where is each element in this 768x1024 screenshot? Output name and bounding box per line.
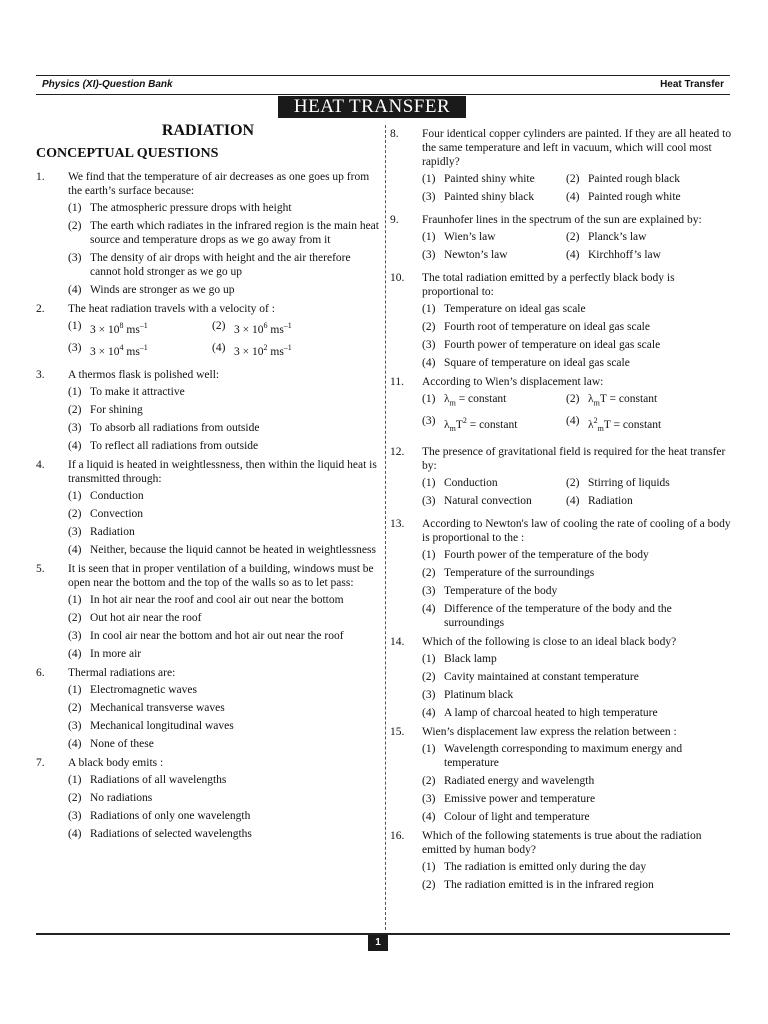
option-text: Convection [90, 507, 144, 520]
option [68, 251, 380, 279]
option-label: (2) [422, 321, 436, 333]
option-label: (1) [68, 773, 82, 786]
option-label: (4) [68, 737, 82, 750]
option [422, 476, 566, 490]
option [422, 302, 732, 316]
option [566, 248, 732, 262]
option-label: (3) [68, 629, 82, 642]
question-text: Fraunhofer lines in the spectrum of the sun are explained by: [422, 214, 702, 226]
question-11 [390, 375, 732, 440]
option-label: (4) [422, 357, 436, 369]
left-question-list [36, 170, 380, 841]
option-text: Radiation [588, 495, 633, 508]
option-label: (3) [68, 719, 82, 732]
option [68, 647, 380, 661]
option-text: Out hot air near the roof [90, 611, 202, 624]
option [68, 283, 380, 297]
option-text: Colour of light and temperature [444, 811, 590, 824]
option-text: None of these [90, 737, 154, 750]
option [422, 248, 566, 262]
lambda-symbol: λ [588, 393, 594, 405]
question-16 [390, 829, 732, 892]
constant-text: = constant [455, 393, 507, 405]
option-label: (3) [68, 809, 82, 822]
option [422, 670, 732, 684]
option [422, 494, 566, 508]
option [68, 683, 380, 697]
option-label: (4) [422, 603, 436, 616]
option [212, 341, 380, 359]
option-label: (1) [422, 477, 436, 490]
option [68, 507, 380, 521]
option [422, 602, 732, 630]
option-text: Radiations of all wavelengths [90, 773, 227, 786]
option-label: (3) [422, 191, 436, 203]
option-text: Planck’s law [588, 231, 647, 243]
option-label: (4) [68, 543, 82, 556]
lambda-subscript: m [597, 424, 604, 434]
question-text: A black body emits : [68, 756, 164, 769]
temperature-power: 2 [462, 416, 467, 426]
question-15 [390, 725, 732, 824]
option-label: (1) [68, 683, 82, 696]
option-text: Mechanical transverse waves [90, 701, 225, 714]
option-label: (1) [422, 231, 436, 243]
lambda-subscript: m [449, 398, 456, 408]
option-text: Fourth root of temperature on ideal gas scale [444, 321, 650, 333]
question-text: We find that the temperature of air decreases as one goes up from the earth’s surface because: [68, 171, 370, 197]
chapter-title: HEAT TRANSFER [278, 96, 466, 118]
option-text: Temperature of the surroundings [444, 567, 595, 580]
option-label: (3) [422, 415, 436, 428]
option-text: To absorb all radiations from outside [90, 421, 260, 434]
option [422, 688, 732, 702]
question-text: If a liquid is heated in weightlessness, then within the liquid heat is transmitted through: [68, 458, 377, 485]
question-1 [36, 170, 380, 297]
question-13 [390, 517, 732, 630]
option-text: The earth which radiates in the infrared region is the main heat source and temperature drops as we go away from it [90, 220, 379, 246]
question-number: 2. [36, 303, 45, 315]
option [422, 810, 732, 824]
question-2 [36, 302, 380, 363]
option-text: A lamp of charcoal heated to high temperature [444, 707, 658, 720]
options [422, 548, 732, 630]
option-text: In cool air near the bottom and hot air out near the roof [90, 629, 344, 642]
option-label: (1) [422, 303, 436, 315]
option-label: (1) [68, 593, 82, 606]
option-label: (2) [68, 220, 82, 232]
options [422, 860, 732, 892]
exponent: 4 [119, 342, 124, 352]
lambda-subscript: m [593, 398, 600, 408]
options [422, 392, 732, 440]
header-chapter-name: Heat Transfer [660, 79, 724, 90]
options [68, 593, 380, 661]
question-number: 16. [390, 830, 405, 843]
constant-text: = constant [610, 419, 662, 432]
question-8 [390, 127, 732, 208]
base: 3 × 10 [234, 323, 264, 336]
option-label: (4) [68, 439, 82, 452]
options [422, 476, 732, 512]
option-label: (3) [422, 339, 436, 351]
header-book-title: Physics (XI)-Question Bank [42, 79, 173, 90]
option-text: In hot air near the roof and cool air out near the bottom [90, 593, 344, 606]
option [566, 494, 732, 508]
option-label: (4) [422, 707, 436, 720]
option-label: (2) [68, 403, 82, 416]
question-number: 8. [390, 128, 399, 140]
option-text: Winds are stronger as we go up [90, 284, 235, 296]
option [68, 489, 380, 503]
option-label: (4) [68, 284, 82, 296]
question-text: Four identical copper cylinders are painted. If they are all heated to the same temperature and left in vacuum, which will cool most rapidly? [422, 128, 732, 168]
option-text: Cavity maintained at constant temperature [444, 671, 639, 684]
option [212, 319, 380, 337]
option-label: (3) [422, 585, 436, 598]
option-text [90, 319, 148, 337]
question-number: 15. [390, 726, 405, 739]
option-text [444, 392, 506, 410]
option-text: Square of temperature on ideal gas scale [444, 357, 630, 369]
option-label: (2) [566, 173, 580, 185]
temperature-symbol: T [599, 393, 607, 405]
right-question-list [390, 127, 732, 892]
exponent: 6 [263, 321, 268, 330]
option [68, 737, 380, 751]
option-text: The atmospheric pressure drops with height [90, 202, 292, 214]
option-label: (1) [422, 653, 436, 666]
option-label: (1) [422, 393, 436, 405]
question-number: 14. [390, 636, 405, 649]
option-label: (3) [422, 793, 436, 806]
option-text: Platinum black [444, 689, 514, 702]
section-title: RADIATION [161, 122, 255, 139]
option [68, 543, 380, 557]
option-text: Wien’s law [444, 231, 496, 243]
lambda-symbol: λ [444, 419, 450, 432]
question-number: 7. [36, 756, 45, 769]
temperature-symbol: T [603, 419, 611, 432]
option-text: Natural convection [444, 495, 532, 508]
option [68, 403, 380, 417]
constant-text: = constant [466, 419, 518, 432]
option [68, 629, 380, 643]
option [566, 230, 732, 244]
question-12 [390, 445, 732, 512]
option [68, 421, 380, 435]
lambda-power: 2 [593, 416, 598, 426]
option [422, 320, 732, 334]
option-label: (4) [422, 811, 436, 824]
question-text: The presence of gravitational field is required for the heat transfer by: [422, 446, 726, 473]
option-text: To reflect all radiations from outside [90, 439, 259, 452]
base: 3 × 10 [234, 345, 264, 358]
option-label: (3) [68, 341, 82, 354]
question-number: 4. [36, 458, 45, 471]
option [68, 719, 380, 733]
option [422, 860, 732, 874]
option [68, 319, 212, 337]
option [422, 792, 732, 806]
option-text: The radiation emitted is in the infrared region [444, 879, 654, 892]
question-text: It is seen that in proper ventilation of a building, windows must be open near the bottom and the top of the walls so as to let pass: [68, 562, 374, 589]
unit: ms [123, 323, 140, 336]
question-number: 10. [390, 272, 405, 284]
option [422, 392, 566, 410]
question-number: 9. [390, 214, 399, 226]
option-label: (2) [68, 791, 82, 804]
option-text: Mechanical longitudinal waves [90, 719, 234, 732]
unit-exponent: –1 [139, 321, 148, 330]
option [566, 172, 732, 186]
option-text [444, 414, 517, 436]
option-label: (3) [422, 249, 436, 261]
question-number: 1. [36, 171, 45, 183]
option-label: (2) [422, 671, 436, 684]
option [422, 706, 732, 720]
option-text: Difference of the temperature of the body and the surroundings [444, 603, 672, 630]
option-label: (1) [68, 385, 82, 398]
option-label: (2) [566, 477, 580, 490]
question-text: According to Wien’s displacement law: [422, 376, 604, 388]
question-text: Which of the following is close to an ideal black body? [422, 636, 677, 649]
question-number: 11. [390, 376, 404, 388]
question-14 [390, 635, 732, 720]
option-label: (4) [566, 249, 580, 261]
option-text: No radiations [90, 791, 153, 804]
option-text: Radiations of only one wavelength [90, 809, 251, 822]
option-label: (2) [68, 611, 82, 624]
option-label: (2) [566, 231, 580, 243]
option-text: Radiation [90, 525, 135, 538]
option [68, 827, 380, 841]
question-text: Which of the following statements is true about the radiation emitted by human body? [422, 830, 702, 857]
option [68, 439, 380, 453]
option-text: To make it attractive [90, 385, 185, 398]
option-text: Painted shiny white [444, 173, 535, 185]
options [422, 742, 732, 824]
option [68, 611, 380, 625]
question-10 [390, 271, 732, 370]
option-label: (4) [212, 341, 226, 354]
option [422, 742, 732, 770]
option [422, 566, 732, 580]
option [68, 701, 380, 715]
options [68, 319, 380, 363]
option-text [588, 392, 657, 410]
right-column [390, 127, 732, 897]
option [68, 201, 380, 215]
options [68, 683, 380, 751]
option-label: (2) [422, 879, 436, 892]
option-label: (4) [566, 191, 580, 203]
option [566, 190, 732, 204]
option-text: Radiated energy and wavelength [444, 775, 595, 788]
option-label: (3) [422, 495, 436, 508]
option-label: (3) [68, 525, 82, 538]
option-text: Painted shiny black [444, 191, 535, 203]
option [422, 548, 732, 562]
option-text: Fourth power of the temperature of the body [444, 549, 649, 562]
option-text: Fourth power of temperature on ideal gas scale [444, 339, 661, 351]
left-column [36, 122, 380, 846]
option-label: (3) [68, 421, 82, 434]
option [422, 878, 732, 892]
option-label: (2) [212, 320, 226, 332]
exponent: 2 [263, 342, 268, 352]
option [68, 525, 380, 539]
option-label: (4) [68, 647, 82, 660]
option-text: Painted rough white [588, 191, 681, 203]
option-text: Electromagnetic waves [90, 683, 197, 696]
constant-text: = constant [606, 393, 658, 405]
option-text: Conduction [444, 477, 498, 490]
column-divider [385, 125, 386, 930]
option-text: Temperature of the body [444, 585, 558, 598]
option-label: (4) [68, 827, 82, 840]
question-number: 13. [390, 518, 405, 531]
question-6 [36, 666, 380, 751]
option [566, 414, 732, 436]
option-label: (1) [422, 173, 436, 185]
option [422, 190, 566, 204]
question-text: The total radiation emitted by a perfectly black body is proportional to: [422, 272, 675, 298]
exponent: 8 [119, 321, 124, 330]
option-text [234, 319, 292, 337]
option-text: Conduction [90, 489, 144, 502]
option [422, 584, 732, 598]
option-text: Temperature on ideal gas scale [444, 303, 586, 315]
option-text: In more air [90, 647, 142, 660]
option-text [588, 414, 661, 436]
subsection-title: CONCEPTUAL QUESTIONS [36, 146, 219, 161]
option-text [90, 341, 148, 359]
options [422, 172, 732, 208]
unit: ms [123, 345, 140, 358]
option-label: (2) [566, 393, 580, 405]
option [68, 385, 380, 399]
question-text: The heat radiation travels with a velocity of : [68, 303, 275, 315]
unit: ms [267, 345, 284, 358]
unit-exponent: –1 [139, 342, 148, 352]
question-number: 12. [390, 446, 405, 459]
question-number: 6. [36, 666, 45, 679]
option [422, 652, 732, 666]
option-text [234, 341, 292, 359]
option-label: (1) [422, 861, 436, 874]
option-label: (3) [68, 252, 82, 264]
options [422, 230, 732, 266]
lambda-symbol: λ [444, 393, 450, 405]
question-text: Thermal radiations are: [68, 666, 176, 679]
option [566, 392, 732, 410]
options [68, 201, 380, 297]
option-label: (1) [68, 202, 82, 214]
option [566, 476, 732, 490]
question-text: A thermos flask is polished well: [68, 368, 220, 381]
lambda-symbol: λ [588, 419, 594, 432]
option-label: (1) [422, 743, 436, 756]
option-text: Stirring of liquids [588, 477, 670, 490]
option [68, 791, 380, 805]
option-text: Newton’s law [444, 249, 508, 261]
option-text: Emissive power and temperature [444, 793, 596, 806]
question-7 [36, 756, 380, 841]
options [422, 652, 732, 720]
question-4 [36, 458, 380, 557]
options [68, 385, 380, 453]
option-text: For shining [90, 403, 143, 416]
option-label: (3) [422, 689, 436, 702]
option [422, 172, 566, 186]
page-number: 1 [368, 935, 388, 951]
option-text: Neither, because the liquid cannot be heated in weightlessness [90, 543, 376, 556]
temperature-symbol: T [455, 419, 463, 432]
option-label: (2) [68, 507, 82, 520]
question-number: 5. [36, 562, 45, 575]
option-label: (1) [68, 320, 82, 332]
question-number: 3. [36, 368, 45, 381]
option-label: (4) [566, 495, 580, 508]
option-text: Kirchhoff’s law [588, 249, 661, 261]
option-text: Painted rough black [588, 173, 680, 185]
question-text: Wien’s displacement law express the relation between : [422, 726, 677, 739]
option [68, 593, 380, 607]
option [422, 414, 566, 436]
unit: ms [267, 323, 284, 336]
question-text: According to Newton's law of cooling the rate of cooling of a body is proportional to the : [422, 518, 731, 545]
option-label: (1) [422, 549, 436, 562]
unit-exponent: –1 [283, 342, 292, 352]
base: 3 × 10 [90, 345, 120, 358]
option [422, 338, 732, 352]
option [422, 774, 732, 788]
option [422, 230, 566, 244]
option [422, 356, 732, 370]
option-text: The density of air drops with height and the air therefore cannot hold stronger as we go up [90, 252, 351, 278]
option-label: (2) [422, 567, 436, 580]
page-header [36, 75, 730, 95]
option [68, 341, 212, 359]
option [68, 773, 380, 787]
options [68, 773, 380, 841]
option-label: (2) [68, 701, 82, 714]
question-5 [36, 562, 380, 661]
lambda-subscript: m [449, 424, 456, 434]
option [68, 809, 380, 823]
option-text: Radiations of selected wavelengths [90, 827, 252, 840]
option-label: (4) [566, 415, 580, 428]
option-text: Wavelength corresponding to maximum energy and temperature [444, 743, 683, 770]
options [68, 489, 380, 557]
option-label: (1) [68, 489, 82, 502]
unit-exponent: –1 [283, 321, 292, 330]
option-text: Black lamp [444, 653, 497, 666]
option-text: The radiation is emitted only during the day [444, 861, 647, 874]
base: 3 × 10 [90, 323, 120, 336]
options [422, 302, 732, 370]
question-3 [36, 368, 380, 453]
option [68, 219, 380, 247]
option-label: (2) [422, 775, 436, 788]
question-9 [390, 213, 732, 266]
